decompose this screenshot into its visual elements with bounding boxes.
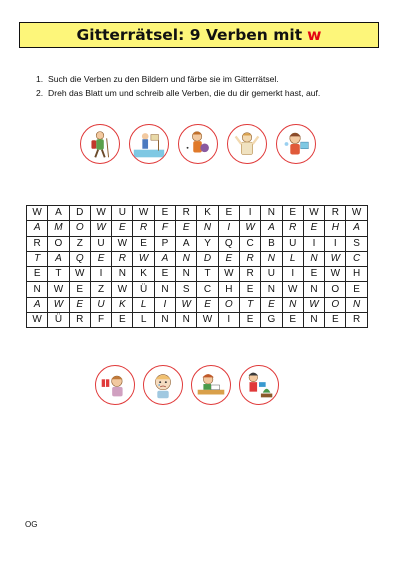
grid-cell[interactable]: E	[282, 206, 303, 221]
grid-cell[interactable]: W	[303, 297, 324, 312]
grid-cell[interactable]: T	[48, 267, 69, 282]
grid-cell[interactable]: E	[69, 297, 90, 312]
instruction-number: 2.	[36, 88, 44, 98]
grid-cell[interactable]: S	[346, 236, 367, 251]
grid-cell[interactable]: Z	[90, 282, 111, 297]
grid-cell[interactable]: R	[346, 313, 367, 328]
grid-cell[interactable]: N	[27, 282, 48, 297]
grid-cell[interactable]: D	[197, 251, 218, 266]
grid-cell[interactable]: A	[27, 297, 48, 312]
grid-cell[interactable]: C	[239, 236, 260, 251]
grid-cell[interactable]: D	[69, 206, 90, 221]
grid-cell[interactable]: E	[112, 313, 133, 328]
grid-cell[interactable]: E	[154, 267, 175, 282]
grid-cell[interactable]: H	[346, 267, 367, 282]
grid-cell[interactable]: W	[282, 282, 303, 297]
grid-cell[interactable]: A	[27, 221, 48, 236]
grid-cell[interactable]: A	[48, 251, 69, 266]
grid-cell[interactable]: E	[261, 297, 282, 312]
grid-cell[interactable]: C	[346, 251, 367, 266]
grid-cell[interactable]: N	[197, 221, 218, 236]
grid-cell[interactable]: W	[197, 313, 218, 328]
grid-cell[interactable]: N	[303, 251, 324, 266]
grid-cell[interactable]: O	[69, 221, 90, 236]
instruction-1	[36, 72, 320, 86]
grid-cell[interactable]: E	[154, 206, 175, 221]
grid-cell[interactable]: N	[346, 297, 367, 312]
grid-cell[interactable]: E	[239, 282, 260, 297]
grid-cell[interactable]: K	[112, 297, 133, 312]
grid-cell[interactable]: U	[282, 236, 303, 251]
grid-cell[interactable]: I	[218, 221, 239, 236]
grid-row	[27, 313, 368, 328]
title-accent-letter: w	[307, 26, 322, 44]
grid-cell[interactable]: N	[154, 282, 175, 297]
grid-cell[interactable]: I	[325, 236, 346, 251]
grid-cell[interactable]: W	[69, 267, 90, 282]
grid-row	[27, 206, 368, 221]
grid-cell[interactable]: R	[325, 206, 346, 221]
grid-cell[interactable]: W	[133, 206, 154, 221]
grid-cell[interactable]: W	[48, 297, 69, 312]
grid-cell[interactable]: W	[176, 297, 197, 312]
grid-cell[interactable]: N	[176, 313, 197, 328]
grid-cell[interactable]: W	[325, 251, 346, 266]
grid-cell[interactable]: W	[133, 251, 154, 266]
grid-cell[interactable]: E	[197, 297, 218, 312]
person-waving-icon	[227, 124, 267, 164]
grid-cell[interactable]: R	[176, 206, 197, 221]
grid-cell[interactable]: E	[303, 267, 324, 282]
grid-cell[interactable]: R	[282, 221, 303, 236]
grid-cell[interactable]: E	[90, 251, 111, 266]
grid-cell[interactable]: Q	[218, 236, 239, 251]
crying-child-icon	[143, 365, 183, 405]
grid-cell[interactable]: W	[27, 206, 48, 221]
grid-cell[interactable]: C	[197, 282, 218, 297]
grid-cell[interactable]: W	[112, 282, 133, 297]
title-text: Gitterrätsel: 9 Verben mit	[76, 26, 303, 44]
grid-cell[interactable]: Z	[69, 236, 90, 251]
grid-cell[interactable]: T	[27, 251, 48, 266]
grid-row	[27, 221, 368, 236]
grid-cell[interactable]: A	[176, 236, 197, 251]
grid-cell[interactable]: I	[282, 267, 303, 282]
child-with-gift-icon	[95, 365, 135, 405]
footer-initials: OG	[25, 520, 38, 529]
person-with-bag-icon	[178, 124, 218, 164]
grid-cell[interactable]: H	[218, 282, 239, 297]
grid-cell[interactable]: L	[133, 297, 154, 312]
grid-cell[interactable]: O	[325, 282, 346, 297]
grid-cell[interactable]: R	[239, 267, 260, 282]
grid-cell[interactable]: O	[218, 297, 239, 312]
person-at-water-icon	[129, 124, 169, 164]
grid-cell[interactable]: I	[90, 267, 111, 282]
grid-cell[interactable]: R	[112, 251, 133, 266]
grid-cell[interactable]: E	[325, 313, 346, 328]
grid-cell[interactable]: T	[239, 297, 260, 312]
grid-row	[27, 297, 368, 312]
grid-cell[interactable]: A	[346, 221, 367, 236]
grid-cell[interactable]: N	[261, 282, 282, 297]
grid-cell[interactable]: N	[112, 267, 133, 282]
hiker-icon	[80, 124, 120, 164]
grid-cell[interactable]: G	[261, 313, 282, 328]
grid-cell[interactable]: N	[176, 251, 197, 266]
grid-cell[interactable]: R	[133, 221, 154, 236]
grid-cell[interactable]: E	[133, 236, 154, 251]
grid-cell[interactable]: P	[154, 236, 175, 251]
grid-cell[interactable]: F	[90, 313, 111, 328]
grid-cell[interactable]: K	[133, 267, 154, 282]
grid-cell[interactable]: W	[112, 236, 133, 251]
grid-cell[interactable]: N	[303, 313, 324, 328]
instruction-text: Such die Verben zu den Bildern und färbe sie im Gitterrätsel.	[48, 74, 279, 84]
grid-row	[27, 251, 368, 266]
grid-cell[interactable]: E	[239, 313, 260, 328]
grid-cell[interactable]: O	[48, 236, 69, 251]
grid-cell[interactable]: E	[112, 221, 133, 236]
grid-cell[interactable]: W	[90, 206, 111, 221]
grid-cell[interactable]: N	[261, 206, 282, 221]
instructions-list	[36, 72, 320, 100]
grid-cell[interactable]: E	[218, 251, 239, 266]
grid-cell[interactable]: Ü	[48, 313, 69, 328]
picture-row-bottom	[95, 365, 279, 405]
grid-cell[interactable]: W	[303, 206, 324, 221]
grid-cell[interactable]: W	[90, 221, 111, 236]
grid-cell[interactable]: E	[303, 221, 324, 236]
grid-cell[interactable]: U	[90, 236, 111, 251]
grid-cell[interactable]: Y	[197, 236, 218, 251]
grid-cell[interactable]: I	[154, 297, 175, 312]
picture-row-top	[80, 124, 316, 164]
instruction-text: Dreh das Blatt um und schreib alle Verben, die du dir gemerkt hast, auf.	[48, 88, 321, 98]
grid-cell[interactable]: Q	[69, 251, 90, 266]
child-washing-icon	[276, 124, 316, 164]
grid-cell[interactable]: S	[176, 282, 197, 297]
grid-cell[interactable]: A	[48, 206, 69, 221]
grid-cell[interactable]: U	[90, 297, 111, 312]
grid-cell[interactable]: N	[282, 297, 303, 312]
grid-cell[interactable]: O	[325, 297, 346, 312]
word-search-grid	[26, 205, 368, 328]
grid-cell[interactable]: W	[218, 267, 239, 282]
person-watering-plant-icon	[239, 365, 279, 405]
grid-cell[interactable]: W	[48, 282, 69, 297]
grid-row	[27, 267, 368, 282]
grid-row	[27, 236, 368, 251]
grid-cell[interactable]: R	[27, 236, 48, 251]
grid-cell[interactable]: E	[282, 313, 303, 328]
grid-cell[interactable]: T	[197, 267, 218, 282]
grid-cell[interactable]: W	[325, 267, 346, 282]
grid-cell[interactable]: U	[261, 267, 282, 282]
grid-cell[interactable]: I	[303, 236, 324, 251]
grid-cell[interactable]: R	[69, 313, 90, 328]
grid-cell[interactable]: E	[27, 267, 48, 282]
grid-cell[interactable]: Ü	[133, 282, 154, 297]
grid-cell[interactable]: K	[197, 206, 218, 221]
instruction-2	[36, 86, 320, 100]
grid-cell[interactable]: I	[239, 206, 260, 221]
grid-cell[interactable]: N	[261, 251, 282, 266]
child-writing-icon	[191, 365, 231, 405]
grid-row	[27, 282, 368, 297]
grid-cell[interactable]: N	[154, 313, 175, 328]
grid-cell[interactable]: E	[346, 282, 367, 297]
grid-cell[interactable]: A	[154, 251, 175, 266]
grid-cell[interactable]: L	[133, 313, 154, 328]
grid-cell[interactable]: R	[239, 251, 260, 266]
grid-cell[interactable]: B	[261, 236, 282, 251]
grid-cell[interactable]: E	[176, 221, 197, 236]
grid-cell[interactable]: M	[48, 221, 69, 236]
grid-cell[interactable]: N	[176, 267, 197, 282]
grid-cell[interactable]: N	[303, 282, 324, 297]
grid-cell[interactable]: F	[154, 221, 175, 236]
grid-cell[interactable]: E	[69, 282, 90, 297]
grid-cell[interactable]: E	[218, 206, 239, 221]
grid-cell[interactable]: U	[112, 206, 133, 221]
grid-cell[interactable]: W	[346, 206, 367, 221]
grid-cell[interactable]: W	[239, 221, 260, 236]
grid-cell[interactable]: A	[261, 221, 282, 236]
grid-cell[interactable]: L	[282, 251, 303, 266]
instruction-number: 1.	[36, 74, 44, 84]
grid-cell[interactable]: H	[325, 221, 346, 236]
worksheet-title	[19, 22, 379, 48]
grid-cell[interactable]: W	[27, 313, 48, 328]
grid-cell[interactable]: I	[218, 313, 239, 328]
